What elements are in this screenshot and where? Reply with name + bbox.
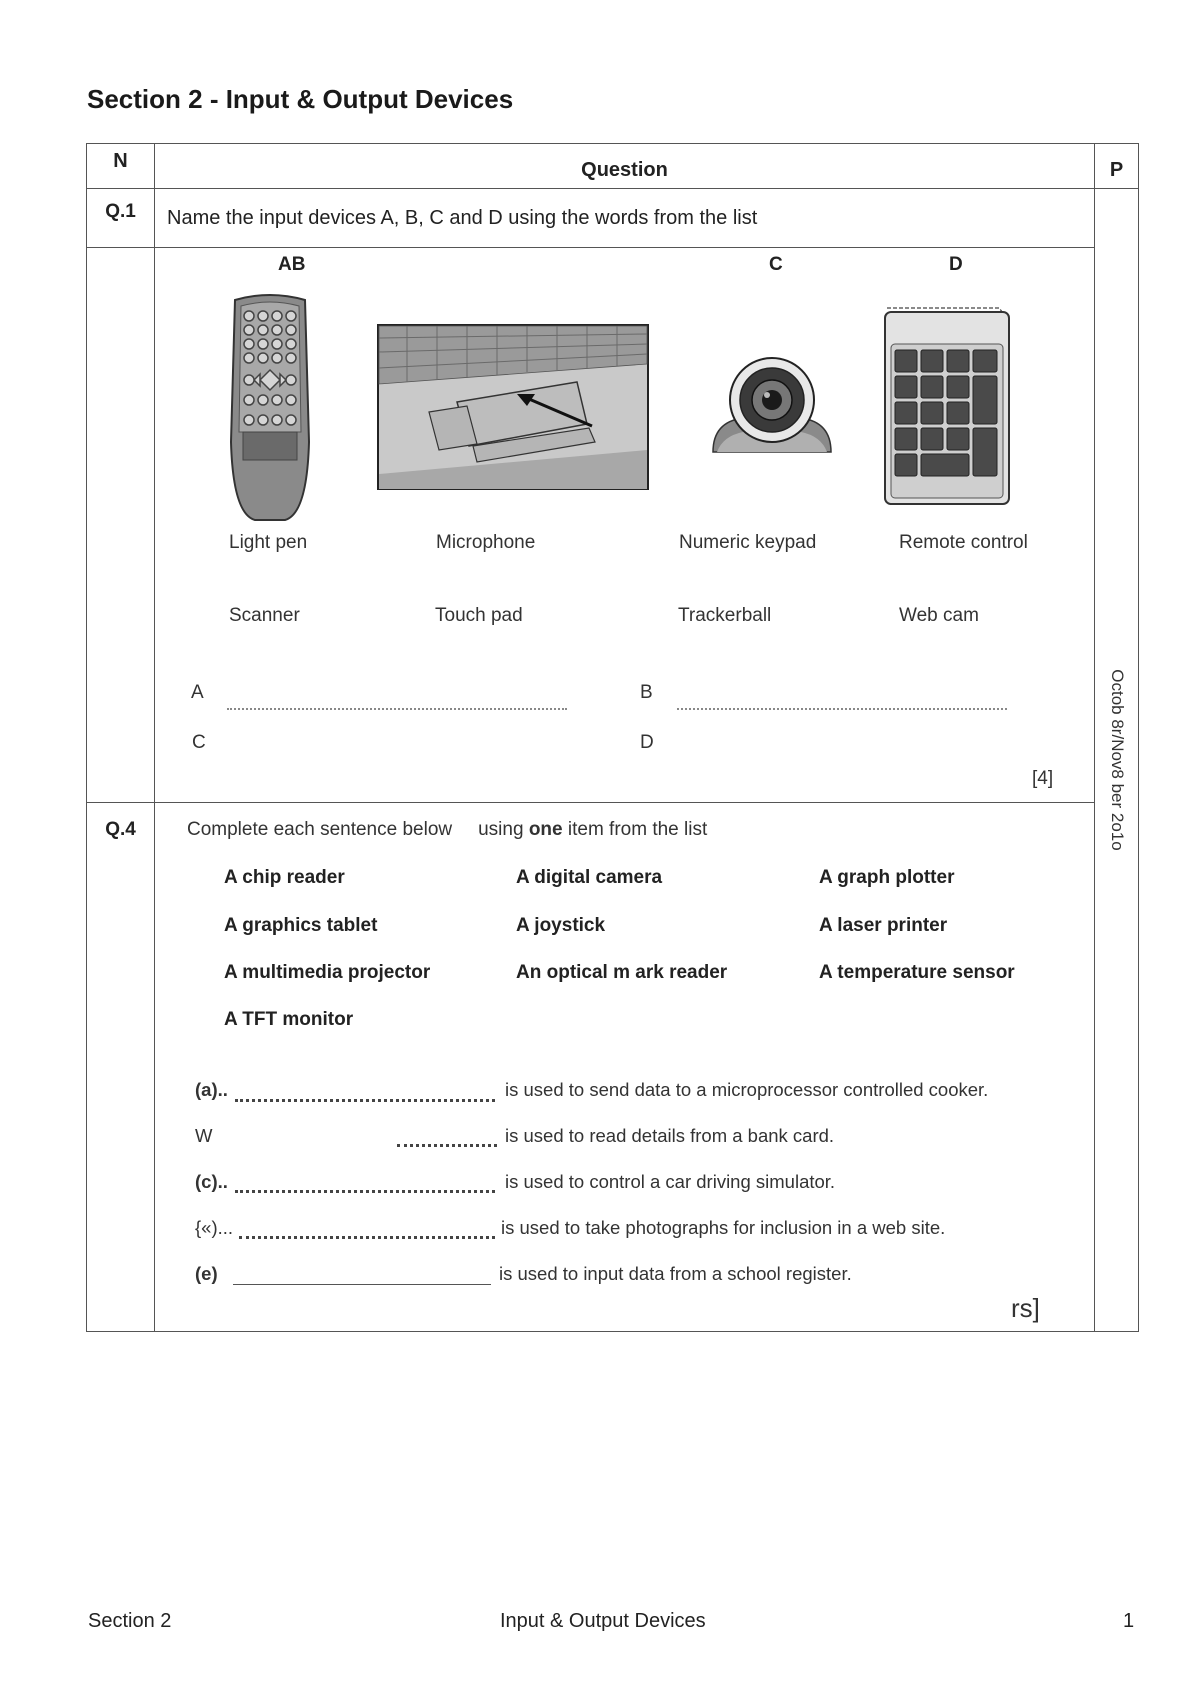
sentence-answer-line[interactable] bbox=[235, 1099, 495, 1102]
points-column bbox=[1095, 189, 1139, 1332]
option-item: A digital camera bbox=[516, 867, 663, 888]
touch-pad-image bbox=[377, 324, 649, 490]
page-title: Section 2 - Input & Output Devices bbox=[87, 84, 514, 114]
option-item: A graph plotter bbox=[819, 867, 955, 888]
sentence-answer-line[interactable] bbox=[397, 1144, 497, 1147]
sentence-text: is used to send data to a microprocessor controlled cooker. bbox=[505, 1079, 989, 1100]
image-label-c: C bbox=[769, 254, 783, 275]
remote-control-image bbox=[227, 292, 313, 524]
sentence-text: is used to read details from a bank card. bbox=[505, 1125, 835, 1146]
q4-prompt-bold: one bbox=[528, 819, 563, 840]
web-cam-image bbox=[703, 352, 841, 462]
sentence-text: is used to input data from a school register. bbox=[499, 1263, 852, 1284]
option-item: A multimedia projector bbox=[224, 962, 431, 983]
q1-number: Q.1 bbox=[87, 189, 155, 248]
q1-content bbox=[155, 248, 1095, 803]
answer-a-line[interactable] bbox=[227, 708, 567, 710]
answer-d-label: D bbox=[640, 732, 654, 753]
answer-b-line[interactable] bbox=[677, 708, 1007, 710]
footer-center: Input & Output Devices bbox=[500, 1610, 706, 1632]
sentence-label: W bbox=[195, 1125, 213, 1146]
sentence-label: (c).. bbox=[195, 1171, 228, 1192]
numeric-keypad-image bbox=[883, 304, 1013, 508]
option-item: An optical m ark reader bbox=[516, 962, 728, 983]
q4-prompt-part-c: item from the list bbox=[567, 819, 708, 840]
question-table bbox=[86, 143, 1139, 1332]
word-list-item: Scanner bbox=[229, 605, 300, 626]
sentence-text: is used to take photographs for inclusion in a web site. bbox=[501, 1217, 946, 1238]
word-list-item: Touch pad bbox=[435, 605, 523, 626]
option-item: A TFT monitor bbox=[224, 1009, 354, 1030]
sentence-label: {«)... bbox=[195, 1217, 234, 1238]
q4-marks: rs] bbox=[1011, 1293, 1040, 1323]
q1-number-cell-blank bbox=[87, 248, 155, 803]
word-list-item: Remote control bbox=[899, 532, 1028, 553]
q1-marks: [4] bbox=[1032, 768, 1054, 789]
header-question: Question bbox=[155, 144, 1095, 189]
q4-prompt-part-b: using bbox=[478, 819, 524, 840]
option-item: A joystick bbox=[516, 915, 606, 936]
image-label-d: D bbox=[949, 254, 963, 275]
word-list-item: Web cam bbox=[899, 605, 979, 626]
header-n: N bbox=[87, 144, 155, 189]
q4-prompt bbox=[187, 819, 707, 841]
answer-a-label: A bbox=[191, 682, 204, 703]
footer-page-number: 1 bbox=[1123, 1610, 1135, 1632]
q1-prompt: Name the input devices A, B, C and D using the words from the list bbox=[155, 189, 1095, 248]
side-date-text: Octob 8r/Nov8 ber 2o1o bbox=[1107, 669, 1127, 851]
option-item: A laser printer bbox=[819, 915, 948, 936]
q4-prompt-part-a: Complete each sentence below bbox=[187, 819, 453, 840]
sentence-answer-line[interactable] bbox=[239, 1236, 495, 1239]
sentence-answer-line[interactable] bbox=[235, 1190, 495, 1193]
option-item: A chip reader bbox=[224, 867, 345, 888]
sentence-label: (a).. bbox=[195, 1079, 228, 1100]
option-item: A temperature sensor bbox=[819, 962, 1015, 983]
header-p: P bbox=[1095, 144, 1139, 189]
sentence-answer-line[interactable] bbox=[233, 1284, 491, 1285]
sentence-text: is used to control a car driving simulator. bbox=[505, 1171, 836, 1192]
answer-b-label: B bbox=[640, 682, 653, 703]
word-list-item: Trackerball bbox=[678, 605, 772, 626]
footer-left: Section 2 bbox=[88, 1610, 172, 1632]
answer-c-label: C bbox=[192, 732, 206, 753]
word-list-item: Numeric keypad bbox=[679, 532, 817, 553]
sentence-label: (e) bbox=[195, 1263, 218, 1284]
q4-content bbox=[155, 803, 1095, 1332]
option-item: A graphics tablet bbox=[224, 915, 378, 936]
word-list-item: Microphone bbox=[436, 532, 536, 553]
word-list-item: Light pen bbox=[229, 532, 308, 553]
image-label-ab: AB bbox=[278, 254, 306, 275]
q4-number: Q.4 bbox=[87, 803, 155, 1332]
